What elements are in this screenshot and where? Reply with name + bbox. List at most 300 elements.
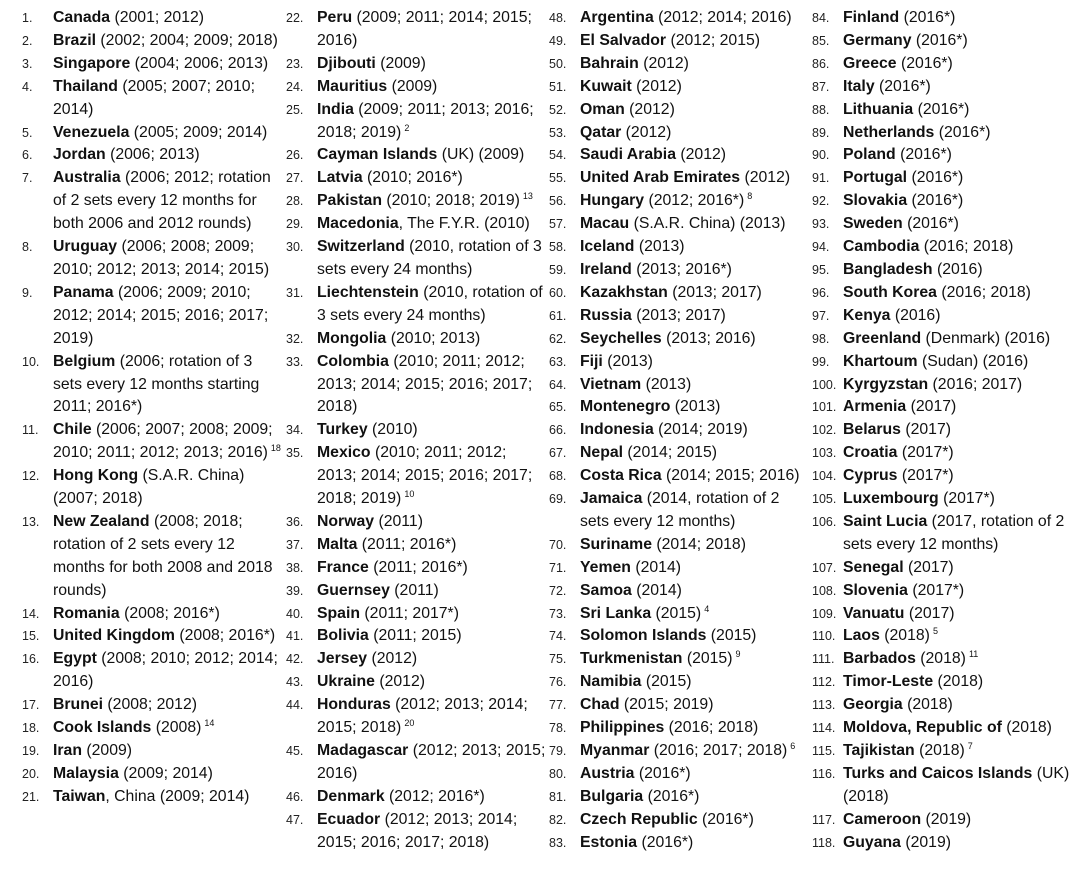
country-name: Iran [53, 742, 82, 759]
item-number: 56. [549, 194, 567, 209]
country-name: United Kingdom [53, 627, 175, 645]
country-name: Myanmar [580, 742, 650, 759]
survey-years: (2012; 2014; 2016) [658, 9, 792, 26]
survey-years: (2016; 2018) [923, 238, 1014, 256]
list-item [286, 53, 548, 76]
country-name: Pakistan [317, 192, 382, 210]
survey-years: (2001; 2012) [114, 9, 205, 26]
country-name: Greenland [843, 329, 922, 347]
item-number: 88. [812, 102, 830, 117]
list-item [22, 122, 284, 145]
item-number: 4. [22, 79, 33, 94]
footnote-ref: 4 [704, 603, 710, 614]
survey-years: (2012) [744, 169, 791, 187]
item-number: 16. [22, 652, 40, 667]
survey-years: (2012) [625, 123, 672, 141]
survey-years: (2015) [710, 627, 757, 645]
list-item [812, 648, 1078, 671]
list-item [22, 511, 284, 603]
survey-years: (2011; 2017*) [364, 604, 459, 622]
footnote-ref: 18 [270, 443, 281, 454]
country-qualifier: (UK) [1036, 764, 1070, 782]
list-item [22, 603, 284, 626]
country-name: Finland [843, 9, 900, 26]
list-item [549, 740, 811, 763]
list-item [812, 167, 1078, 190]
survey-years: (2018) [919, 742, 965, 759]
list-item [286, 236, 548, 282]
item-number: 89. [812, 125, 830, 140]
list-item [549, 144, 811, 167]
country-name: Belgium [53, 352, 116, 370]
country-name: Poland [843, 146, 896, 164]
survey-years: (2017*) [912, 581, 965, 599]
item-number: 38. [286, 560, 304, 575]
list-item [812, 763, 1078, 809]
survey-years: (2016) [982, 352, 1029, 370]
item-number: 71. [549, 560, 567, 575]
country-name: Austria [580, 764, 635, 782]
survey-years: (2009; 2011; 2013; 2016; 2018; 2019) [317, 100, 534, 141]
country-name: El Salvador [580, 31, 667, 49]
item-number: 9. [22, 285, 33, 300]
survey-years: (2012) [643, 54, 689, 72]
survey-years: (2011; 2016*) [361, 535, 457, 553]
survey-years: (2010) [484, 215, 530, 233]
country-name: Belarus [843, 421, 901, 439]
country-name: Sweden [843, 215, 903, 233]
item-number: 60. [549, 285, 567, 300]
item-number: 91. [812, 171, 830, 186]
list-item [549, 534, 811, 557]
item-number: 32. [286, 331, 304, 346]
list-item [549, 763, 811, 786]
item-number: 45. [286, 744, 304, 758]
survey-years: (2012) [371, 650, 418, 668]
survey-years: (2006; 2013) [110, 146, 200, 164]
country-name: New Zealand [53, 512, 150, 530]
list-item [549, 213, 811, 236]
country-name: Jersey [317, 650, 368, 668]
country-name: Slovenia [843, 581, 908, 599]
item-number: 72. [549, 583, 567, 598]
country-name: Cyprus [843, 467, 898, 485]
country-name: Bahrain [580, 54, 639, 72]
item-number: 35. [286, 446, 304, 461]
item-number: 20. [22, 766, 40, 781]
item-number: 36. [286, 514, 304, 529]
item-number: 75. [549, 652, 567, 667]
list-item [286, 580, 548, 603]
list-item [286, 190, 548, 213]
country-name: Greece [843, 54, 897, 72]
survey-years: (2016*) [903, 9, 956, 26]
item-number: 46. [286, 789, 304, 804]
list-item [22, 144, 284, 167]
survey-years: (2016*) [879, 77, 931, 95]
item-number: 6. [22, 148, 33, 163]
list-item [549, 832, 811, 855]
survey-years: (2014) [635, 558, 681, 576]
item-number: 29. [286, 217, 304, 232]
item-number: 80. [549, 766, 567, 781]
survey-years: (2009) [478, 146, 525, 164]
item-number: 11. [22, 423, 39, 438]
country-name: Qatar [580, 123, 622, 141]
list-item [812, 374, 1078, 397]
list-item [549, 374, 811, 397]
survey-years: (2013; 2016) [666, 329, 756, 347]
survey-years: (2006; 2007; 2008; 2009; 2010; 2011; 2012; 2013; 2016) [53, 421, 273, 462]
survey-years: (2016*) [938, 123, 991, 141]
list-item [812, 419, 1078, 442]
list-item [812, 213, 1078, 236]
list-item [22, 76, 284, 122]
item-number: 93. [812, 217, 830, 232]
item-number: 103. [812, 446, 837, 461]
survey-years: (2013) [739, 215, 786, 233]
country-name: Yemen [580, 558, 631, 576]
country-name: Czech Republic [580, 810, 698, 828]
country-name: Netherlands [843, 123, 935, 141]
item-number: 84. [812, 11, 830, 25]
survey-years: (2006; 2009; 2010; 2012; 2014; 2015; 2016; 2017; 2019) [53, 283, 269, 347]
survey-years: (2018) [884, 627, 930, 645]
survey-years: (2012) [680, 146, 727, 164]
item-number: 49. [549, 33, 567, 48]
list-item [812, 671, 1078, 694]
item-number: 15. [22, 629, 40, 644]
list-item [812, 465, 1078, 488]
survey-years: (2016*) [917, 100, 970, 118]
survey-years: (2009) [86, 742, 133, 759]
item-number: 30. [286, 240, 304, 255]
country-name: Oman [580, 100, 625, 118]
list-item [286, 740, 548, 786]
list-item [286, 7, 548, 53]
country-name: Cook Islands [53, 719, 152, 737]
country-name: Fiji [580, 352, 603, 370]
footnote-ref: 2 [404, 122, 410, 133]
survey-years: (2010; 2011; 2012; 2013; 2014; 2015; 2016; 2017; 2018; 2019) [317, 444, 533, 508]
country-name: Spain [317, 604, 361, 622]
item-number: 97. [812, 308, 830, 323]
list-item [286, 213, 548, 236]
list-item [812, 580, 1078, 603]
item-number: 69. [549, 492, 567, 507]
list-item [286, 167, 548, 190]
country-name: Venezuela [53, 123, 130, 141]
survey-years: (2010; 2018; 2019) [386, 192, 520, 210]
survey-years: (2016) [936, 260, 983, 278]
survey-years: (2015) [686, 650, 733, 668]
item-number: 43. [286, 675, 304, 690]
country-name: Latvia [317, 169, 363, 187]
country-name: Turkey [317, 421, 368, 439]
survey-years: (2013) [638, 238, 685, 256]
survey-years: (2014; 2019) [658, 421, 748, 439]
list-item [22, 167, 284, 236]
footnote-ref: 7 [967, 741, 973, 751]
survey-years: (2016) [894, 306, 941, 324]
country-qualifier: (S.A.R. China) [633, 215, 736, 233]
survey-years: (2010) [372, 421, 418, 439]
item-number: 76. [549, 675, 567, 690]
item-number: 61. [549, 308, 567, 323]
survey-years: (2016*) [911, 192, 964, 210]
survey-years: (2016*) [911, 169, 964, 187]
item-number: 13. [22, 514, 40, 529]
list-item [286, 671, 548, 694]
survey-years: (2017, rotation of 2 sets every 12 months) [843, 512, 1065, 553]
country-name: Georgia [843, 696, 903, 714]
item-number: 106. [812, 514, 837, 529]
country-name: Chile [53, 421, 92, 439]
survey-years: (2013) [674, 398, 721, 416]
list-item [286, 809, 548, 855]
footnote-ref: 20 [404, 718, 415, 729]
country-name: Brunei [53, 696, 104, 714]
list-item [549, 717, 811, 740]
list-item [549, 419, 811, 442]
country-name: Brazil [53, 31, 97, 49]
survey-years: (2012; 2013; 2014; 2015; 2016; 2017; 2018) [317, 810, 518, 851]
country-name: Estonia [580, 833, 638, 851]
list-item [549, 625, 811, 648]
list-item [549, 351, 811, 374]
country-name: Jordan [53, 146, 106, 164]
country-name: Saint Lucia [843, 512, 928, 530]
list-item [549, 603, 811, 626]
item-number: 98. [812, 331, 830, 346]
country-name: Mongolia [317, 329, 387, 347]
country-name: Ireland [580, 260, 632, 278]
country-qualifier: , The F.Y.R. [398, 215, 480, 233]
list-item [812, 351, 1078, 374]
item-number: 113. [812, 698, 836, 713]
survey-years: (2012) [629, 100, 675, 118]
item-number: 86. [812, 56, 830, 71]
survey-years: (2017) [907, 558, 954, 576]
country-name: Russia [580, 306, 632, 324]
country-name: Solomon Islands [580, 627, 707, 645]
survey-years: (2018) [1006, 719, 1052, 737]
survey-years: (2016; 2017; 2018) [653, 742, 788, 759]
item-number: 65. [549, 400, 567, 415]
survey-years: (2018) [843, 787, 889, 805]
country-name: Kuwait [580, 77, 632, 95]
country-name: Malta [317, 535, 358, 553]
survey-years: (2006; 2008; 2009; 2010; 2012; 2013; 2014; 2015) [53, 238, 270, 278]
country-name: Thailand [53, 77, 118, 95]
country-name: Montenegro [580, 398, 671, 416]
survey-years: (2018) [937, 673, 984, 691]
country-name: Australia [53, 169, 121, 187]
list-item [812, 488, 1078, 511]
item-number: 24. [286, 79, 304, 94]
item-number: 112. [812, 675, 836, 690]
list-item [549, 53, 811, 76]
survey-years: (2005; 2007; 2010; 2014) [53, 77, 255, 118]
item-number: 47. [286, 812, 304, 827]
survey-years: (2016) [1004, 329, 1051, 347]
country-name: Portugal [843, 169, 908, 187]
survey-years: (2017*) [901, 444, 954, 462]
list-item [549, 30, 811, 53]
list-item [549, 122, 811, 145]
item-number: 23. [286, 56, 304, 71]
item-number: 92. [812, 194, 830, 209]
country-name: Liechtenstein [317, 283, 419, 301]
list-item [286, 694, 548, 740]
survey-years: (2014, rotation of 2 sets every 12 months) [580, 490, 780, 530]
survey-years: (2006; 2012; rotation of 2 sets every 12 months for both 2006 and 2012 rounds) [53, 169, 271, 233]
country-name: Moldova, Republic of [843, 719, 1002, 737]
list-item [812, 53, 1078, 76]
list-item [812, 511, 1078, 557]
survey-years: (2011) [378, 512, 423, 530]
survey-years: (2014; 2018) [656, 535, 746, 553]
list-item [812, 694, 1078, 717]
footnote-ref: 5 [932, 626, 938, 637]
item-number: 25. [286, 102, 304, 117]
country-name: Suriname [580, 535, 652, 553]
country-name: Taiwan [53, 787, 106, 805]
footnote-ref: 8 [747, 191, 753, 202]
footnote-ref: 13 [522, 191, 533, 202]
item-number: 28. [286, 194, 304, 209]
survey-years: (2009) [391, 77, 438, 95]
country-name: Vanuatu [843, 604, 905, 622]
country-name: Armenia [843, 398, 907, 416]
list-item [812, 282, 1078, 305]
list-item [549, 305, 811, 328]
survey-years: (2016*) [907, 215, 959, 233]
list-item [549, 167, 811, 190]
survey-years: (2017*) [901, 467, 954, 485]
survey-years: (2009; 2014) [123, 764, 213, 782]
survey-years: (2005; 2009; 2014) [133, 123, 268, 141]
country-name: Kenya [843, 306, 891, 324]
list-item [549, 259, 811, 282]
list-item [549, 236, 811, 259]
item-number: 68. [549, 469, 567, 484]
item-number: 114. [812, 721, 836, 736]
country-name: Cambodia [843, 238, 920, 256]
item-number: 81. [549, 789, 567, 804]
list-item [22, 694, 284, 717]
survey-years: (2017) [905, 421, 952, 439]
survey-years: (2009) [380, 54, 426, 72]
list-item [286, 328, 548, 351]
list-item [549, 282, 811, 305]
survey-years: (2008; 2012) [107, 696, 198, 714]
country-name: Iceland [580, 238, 635, 256]
item-number: 107. [812, 560, 837, 575]
item-number: 117. [812, 812, 836, 827]
list-item [812, 328, 1078, 351]
item-number: 12. [22, 469, 40, 484]
list-item [812, 809, 1078, 832]
country-name: Slovakia [843, 192, 908, 210]
list-item [812, 717, 1078, 740]
country-name: Switzerland [317, 238, 405, 256]
list-item [22, 717, 284, 740]
item-number: 105. [812, 492, 837, 507]
list-item [286, 99, 548, 145]
item-number: 22. [286, 11, 304, 25]
item-number: 96. [812, 285, 830, 300]
survey-years: (2016*) [702, 810, 754, 828]
survey-years: (2013) [607, 352, 653, 370]
survey-years: (2016*) [900, 146, 952, 164]
item-number: 110. [812, 629, 836, 644]
item-number: 67. [549, 446, 567, 461]
country-name: Kyrgyzstan [843, 375, 929, 393]
survey-years: (2008; 2010; 2012; 2014; 2016) [53, 650, 278, 691]
survey-years: (2012) [379, 673, 426, 691]
list-item [286, 511, 548, 534]
list-item [22, 740, 284, 763]
country-name: Hong Kong [53, 467, 139, 485]
survey-years: (2016*) [915, 31, 968, 49]
list-item [812, 236, 1078, 259]
list-item [812, 832, 1078, 855]
item-number: 62. [549, 331, 567, 346]
item-number: 26. [286, 148, 304, 163]
list-item [812, 603, 1078, 626]
item-number: 2. [22, 33, 33, 48]
survey-years: (2012; 2016*) [648, 192, 745, 210]
list-column-4 [812, 7, 1078, 855]
country-name: Philippines [580, 719, 665, 737]
list-column-3 [549, 7, 811, 855]
country-name: Saudi Arabia [580, 146, 676, 164]
survey-years: (2016; 2018) [668, 719, 759, 737]
list-item [286, 786, 548, 809]
list-item [812, 557, 1078, 580]
footnote-ref: 14 [204, 718, 215, 729]
country-name: Bangladesh [843, 260, 933, 278]
item-number: 85. [812, 33, 830, 48]
survey-years: (2014) [636, 581, 682, 599]
footnote-ref: 10 [404, 489, 415, 500]
country-name: Egypt [53, 650, 97, 668]
survey-years: (2010; 2016*) [367, 169, 463, 187]
item-number: 10. [22, 354, 40, 369]
country-qualifier: , China [105, 787, 156, 805]
footnote-ref: 11 [968, 649, 979, 660]
country-qualifier: (UK) [441, 146, 475, 164]
country-name: Canada [53, 9, 111, 26]
list-item [22, 763, 284, 786]
survey-years: (2013; 2016*) [636, 260, 732, 278]
item-number: 5. [22, 125, 33, 140]
country-name: Bolivia [317, 627, 369, 645]
country-name: Djibouti [317, 54, 376, 72]
list-item [549, 76, 811, 99]
country-name: Guernsey [317, 581, 390, 599]
list-item [22, 53, 284, 76]
survey-years: (2011; 2016*) [373, 558, 468, 576]
list-item [812, 122, 1078, 145]
list-item [549, 488, 811, 534]
list-column-1 [22, 7, 284, 809]
item-number: 8. [22, 240, 33, 255]
country-name: Senegal [843, 558, 904, 576]
country-name: Indonesia [580, 421, 654, 439]
country-name: South Korea [843, 283, 937, 301]
